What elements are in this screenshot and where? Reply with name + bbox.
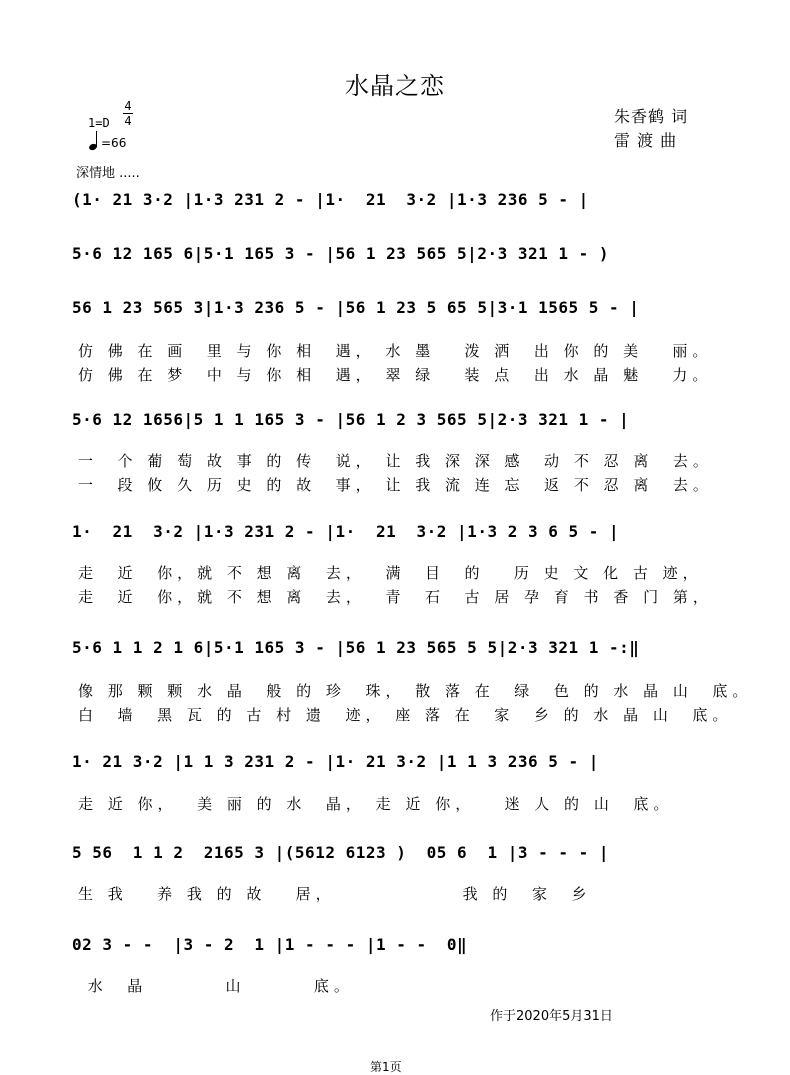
lyricist-credit: 朱香鹤 词: [614, 107, 689, 126]
time-signature: [123, 100, 133, 127]
score-row: 1· 21 3·2 |1 1 3 231 2 - |1· 21 3·2 |1 1 3 236 5 - |: [72, 752, 599, 771]
lyric-line: 走 近 你， 美 丽 的 水 晶， 走 近 你， 迷 人 的 山 底。: [78, 795, 674, 813]
page-title: 水晶之恋: [345, 72, 445, 100]
lyric-line: 走 近 你，就 不 想 离 去， 青 石 古 居 孕 育 书 香 门 第，: [78, 588, 713, 606]
score-row: (1· 21 3·2 |1·3 231 2 - |1· 21 3·2 |1·3 236 5 - |: [72, 190, 589, 209]
lyric-line: 一 个 葡 萄 故 事 的 传 说， 让 我 深 深 感 动 不 忍 离 去。: [78, 452, 713, 470]
quarter-note-icon: [89, 130, 99, 150]
score-row: 5·6 1 1 2 1 6|5·1 165 3 - |56 1 23 565 5 5|2·3 321 1 -:‖: [72, 638, 640, 657]
composer-credit: 雷 渡 曲: [614, 131, 678, 150]
score-row: 02 3 - - |3 - 2 1 |1 - - - |1 - - 0‖: [72, 935, 468, 954]
page-number: 第1页: [370, 1060, 402, 1074]
score-row: 1· 21 3·2 |1·3 231 2 - |1· 21 3·2 |1·3 2 3 6 5 - |: [72, 522, 620, 541]
lyric-line: 仿 佛 在 画 里 与 你 相 遇， 水 墨 泼 洒 出 你 的 美 丽。: [78, 342, 713, 360]
lyric-line: 白 墙 黑 瓦 的 古 村 遗 迹， 座 落 在 家 乡 的 水 晶 山 底。: [78, 706, 733, 724]
tempo-value: =66: [101, 136, 127, 150]
score-row: 56 1 23 565 3|1·3 236 5 - |56 1 23 5 65 5|3·1 1565 5 - |: [72, 298, 640, 317]
composition-date: 作于2020年5月31日: [490, 1009, 613, 1024]
expression-marking: 深情地 .....: [76, 166, 140, 181]
lyric-line: 一 段 攸 久 历 史 的 故 事， 让 我 流 连 忘 返 不 忍 离 去。: [78, 476, 713, 494]
lyric-line: 仿 佛 在 梦 中 与 你 相 遇， 翠 绿 装 点 出 水 晶 魅 力。: [78, 366, 713, 384]
lyric-line: 走 近 你，就 不 想 离 去， 满 目 的 历 史 文 化 古 迹，: [78, 564, 703, 582]
lyric-line: 生 我 养 我 的 故 居， 我 的 家 乡: [78, 885, 592, 903]
score-row: 5 56 1 1 2 2165 3 |(5612 6123 ) 05 6 1 |3 - - - |: [72, 843, 610, 862]
score-row: 5·6 12 1656|5 1 1 165 3 - |56 1 2 3 565 5|2·3 321 1 - |: [72, 410, 630, 429]
time-signature-bottom: 4: [124, 114, 132, 128]
time-signature-top: 4: [124, 99, 132, 113]
lyric-line: 水 晶 山 底。: [78, 977, 354, 995]
lyric-line: 像 那 颗 颗 水 晶 般 的 珍 珠， 散 落 在 绿 色 的 水 晶 山 底。: [78, 682, 753, 700]
score-row: 5·6 12 165 6|5·1 165 3 - |56 1 23 565 5|2·3 321 1 - ): [72, 244, 610, 263]
key-signature: 1=D: [88, 116, 110, 130]
tempo-marking: [89, 130, 126, 150]
